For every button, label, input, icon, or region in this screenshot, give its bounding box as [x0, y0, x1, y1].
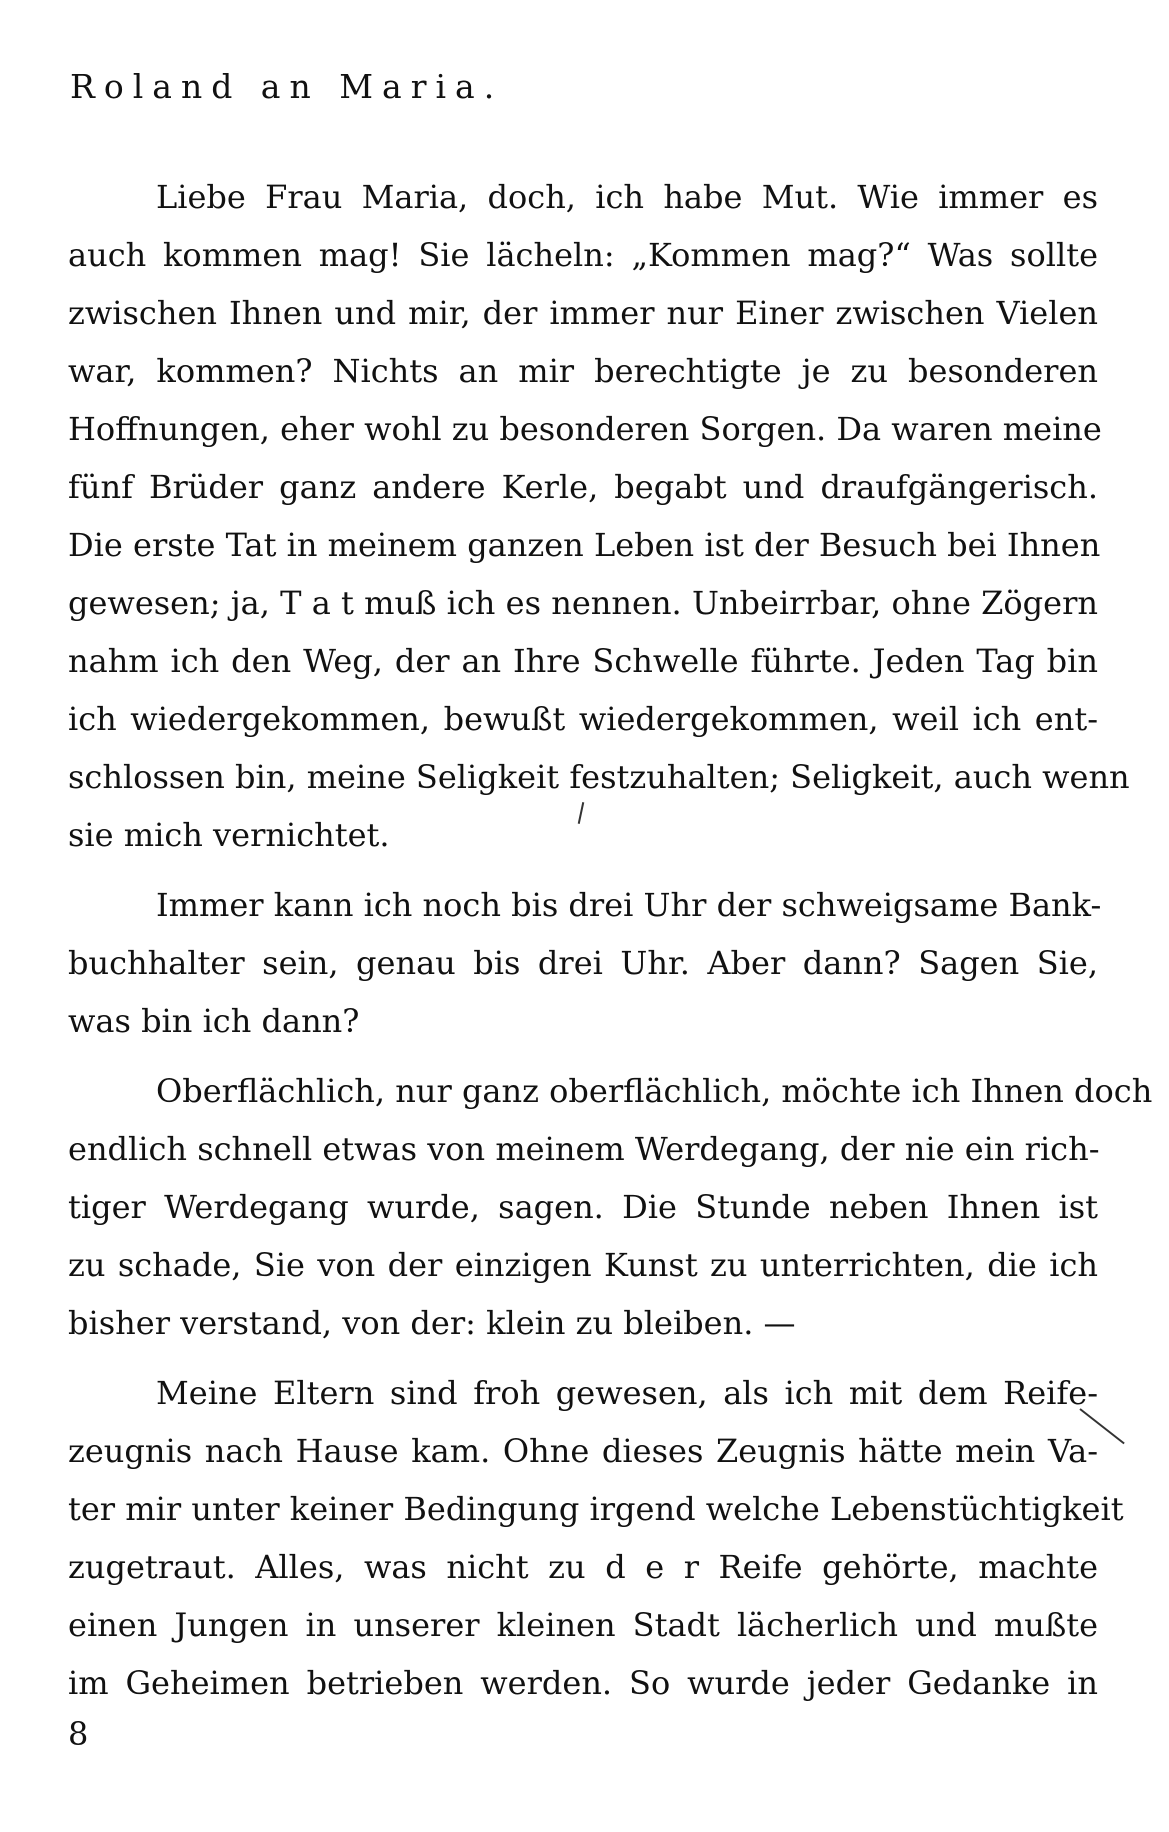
- text-line: Liebe Frau Maria, doch, ich habe Mut. Wie immer es: [156, 178, 1098, 216]
- text-line: ich wiedergekommen, bewußt wiedergekommen, weil ich ent-: [68, 700, 1098, 738]
- text-line: was bin ich dann?: [68, 1002, 360, 1040]
- text-line: Immer kann ich noch bis drei Uhr der schweigsame Bank-: [156, 886, 1102, 924]
- text-line: Die erste Tat in meinem ganzen Leben ist der Besuch bei Ihnen: [68, 526, 1101, 564]
- text-line: tiger Werdegang wurde, sagen. Die Stunde neben Ihnen ist: [68, 1188, 1098, 1226]
- text-line: einen Jungen in unserer kleinen Stadt lächerlich und mußte: [68, 1606, 1098, 1644]
- text-line: Oberflächlich, nur ganz oberflächlich, möchte ich Ihnen doch: [156, 1072, 1153, 1110]
- text-line: auch kommen mag! Sie lächeln: „Kommen mag?“ Was sollte: [68, 236, 1098, 274]
- paragraph-1: [68, 168, 1130, 864]
- text-line: zeugnis nach Hause kam. Ohne dieses Zeugnis hätte mein Va-: [68, 1432, 1098, 1470]
- text-line: zu schade, Sie von der einzigen Kunst zu unterrichten, die ich: [68, 1246, 1098, 1284]
- body-text: [68, 168, 1153, 1712]
- text-line: fünf Brüder ganz andere Kerle, begabt und draufgängerisch.: [68, 468, 1098, 506]
- text-line: bisher verstand, von der: klein zu bleiben. —: [68, 1304, 796, 1342]
- page-number: 8: [68, 1715, 89, 1753]
- text-line: sie mich vernichtet.: [68, 816, 390, 854]
- text-line: nahm ich den Weg, der an Ihre Schwelle führte. Jeden Tag bin: [68, 642, 1098, 680]
- text-line: war, kommen? Nichts an mir berechtigte je zu besonderen: [68, 352, 1098, 390]
- paragraph-gap: [68, 864, 1098, 876]
- paragraph-2: [68, 876, 1102, 1050]
- text-line: ter mir unter keiner Bedingung irgend welche Lebenstüchtigkeit: [68, 1490, 1124, 1528]
- text-line: Hoffnungen, eher wohl zu besonderen Sorgen. Da waren meine: [68, 410, 1102, 448]
- text-line: Meine Eltern sind froh gewesen, als ich mit dem Reife-: [156, 1374, 1098, 1412]
- running-title: Roland an Maria.: [70, 67, 504, 106]
- paragraph-3: [68, 1062, 1153, 1352]
- text-line: zwischen Ihnen und mir, der immer nur Einer zwischen Vielen: [68, 294, 1098, 332]
- paragraph-4: [68, 1364, 1124, 1712]
- text-line: schlossen bin, meine Seligkeit festzuhalten; Seligkeit, auch wenn: [68, 758, 1130, 796]
- paragraph-gap: [68, 1352, 1098, 1364]
- text-line: gewesen; ja, T a t muß ich es nennen. Unbeirrbar, ohne Zögern: [68, 584, 1098, 622]
- text-line: endlich schnell etwas von meinem Werdegang, der nie ein rich-: [68, 1130, 1100, 1168]
- text-line: im Geheimen betrieben werden. So wurde jeder Gedanke in: [68, 1664, 1098, 1702]
- paragraph-gap: [68, 1050, 1098, 1062]
- text-line: buchhalter sein, genau bis drei Uhr. Aber dann? Sagen Sie,: [68, 944, 1098, 982]
- text-line: zugetraut. Alles, was nicht zu d e r Reife gehörte, machte: [68, 1548, 1098, 1586]
